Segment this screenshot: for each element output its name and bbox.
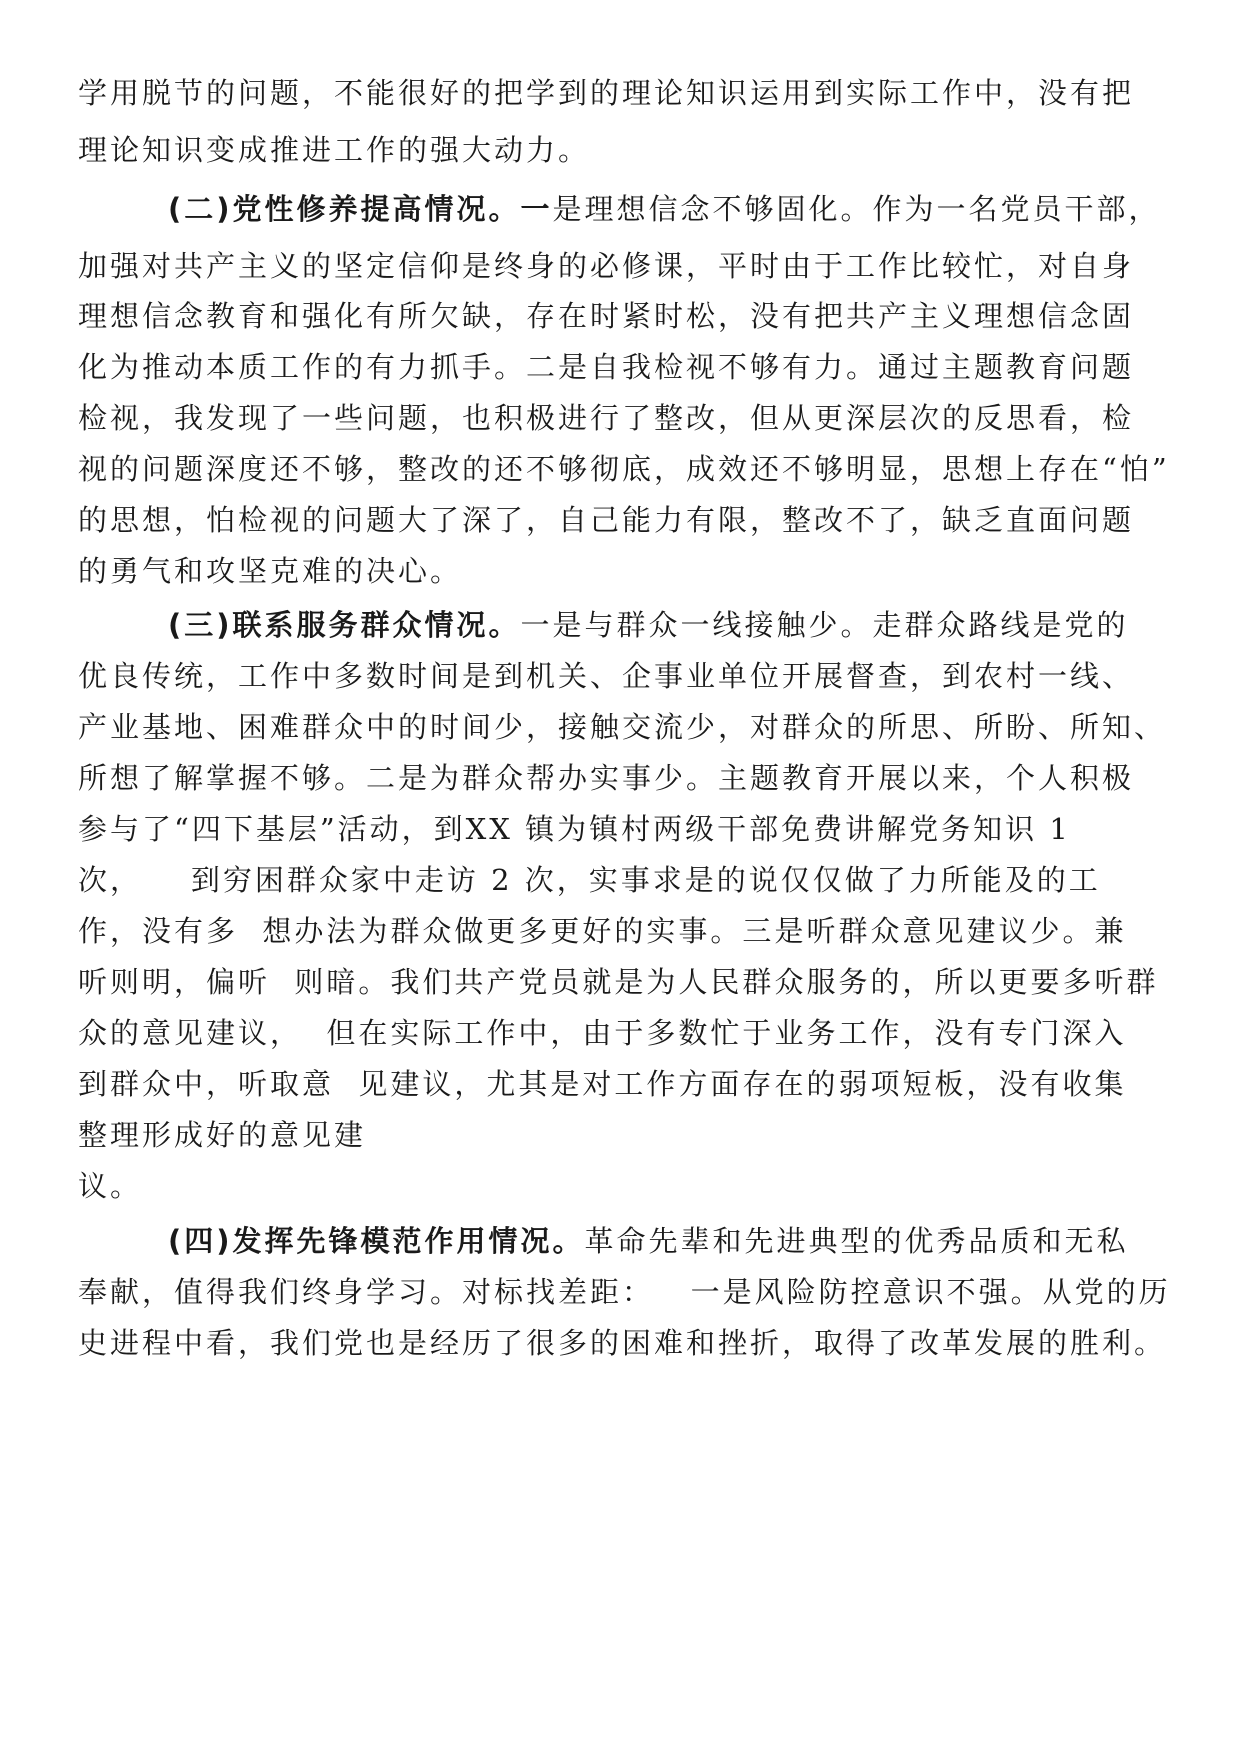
paragraph-line: 作，没有多 想办法为群众做更多更好的实事。三是听群众意见建议少。兼 (78, 914, 1127, 948)
paragraph-line: 加强对共产主义的坚定信仰是终身的必修课，平时由于工作比较忙，对自身 (78, 249, 1135, 283)
paragraph-line: 奉献，值得我们终身学习。对标找差距： 一是风险防控意识不强。从党的历 (78, 1275, 1171, 1309)
paragraph-line: 到群众中，听取意 见建议，尤其是对工作方面存在的弱项短板，没有收集 (78, 1067, 1127, 1101)
paragraph-line: 的勇气和攻坚克难的决心。 (78, 554, 463, 588)
paragraph-line: 史进程中看，我们党也是经历了很多的困难和挫折，取得了改革发展的胜利。 (78, 1326, 1167, 1360)
paragraph-text: 一是与群众一线接触少。走群众路线是党的 (520, 608, 1129, 642)
paragraph-line: 优良传统，工作中多数时间是到机关、企事业单位开展督查，到农村一线、 (78, 659, 1135, 693)
paragraph-line: 理想信念教育和强化有所欠缺，存在时紧时松，没有把共产主义理想信念固 (78, 299, 1135, 333)
paragraph-line: 产业基地、困难群众中的时间少，接触交流少，对群众的所思、所盼、所知、 (78, 710, 1167, 744)
paragraph-first-line (168, 1221, 1129, 1261)
paragraph-first-line (168, 189, 1161, 229)
paragraph-line: 参与了“四下基层”活动，到XX 镇为镇村两级干部免费讲解党务知识 1 (78, 812, 1071, 846)
paragraph-line: 学用脱节的问题，不能很好的把学到的理论知识运用到实际工作中，没有把 (78, 76, 1135, 110)
paragraph-line: 检视，我发现了一些问题，也积极进行了整改，但从更深层次的反思看，检 (78, 401, 1135, 435)
section-heading-3: (三)联系服务群众情况。 (168, 608, 521, 642)
paragraph-line: 次， 到穷困群众家中走访 2 次，实事求是的说仅仅做了力所能及的工 (78, 863, 1101, 897)
paragraph-line: 化为推动本质工作的有力抓手。二是自我检视不够有力。通过主题教育问题 (78, 350, 1135, 384)
paragraph-line: 所想了解掌握不够。二是为群众帮办实事少。主题教育开展以来，个人积极 (78, 761, 1135, 795)
paragraph-line: 视的问题深度还不够，整改的还不够彻底，成效还不够明显，思想上存在“怕” (78, 452, 1170, 486)
paragraph-line: 听则明，偏听 则暗。我们共产党员就是为人民群众服务的，所以更要多听群 (78, 965, 1159, 999)
paragraph-line: 众的意见建议， 但在实际工作中，由于多数忙于业务工作，没有专门深入 (78, 1016, 1127, 1050)
paragraph-text: 革命先辈和先进典型的优秀品质和无私 (584, 1224, 1129, 1258)
paragraph-line: 理论知识变成推进工作的强大动力。 (78, 133, 591, 167)
section-heading-2: (二)党性修养提高情况。 (168, 192, 521, 226)
paragraph-first-line (168, 605, 1129, 645)
section-heading-4: (四)发挥先锋模范作用情况。 (168, 1224, 585, 1258)
paragraph-line: 议。 (78, 1169, 143, 1203)
paragraph-text: 是理想信念不够固化。作为一名党员干部， (552, 192, 1161, 226)
paragraph-line: 的思想，怕检视的问题大了深了，自己能力有限，整改不了，缺乏直面问题 (78, 503, 1135, 537)
paragraph-line: 整理形成好的意见建 (78, 1118, 367, 1152)
bold-lead: 一 (520, 192, 553, 226)
